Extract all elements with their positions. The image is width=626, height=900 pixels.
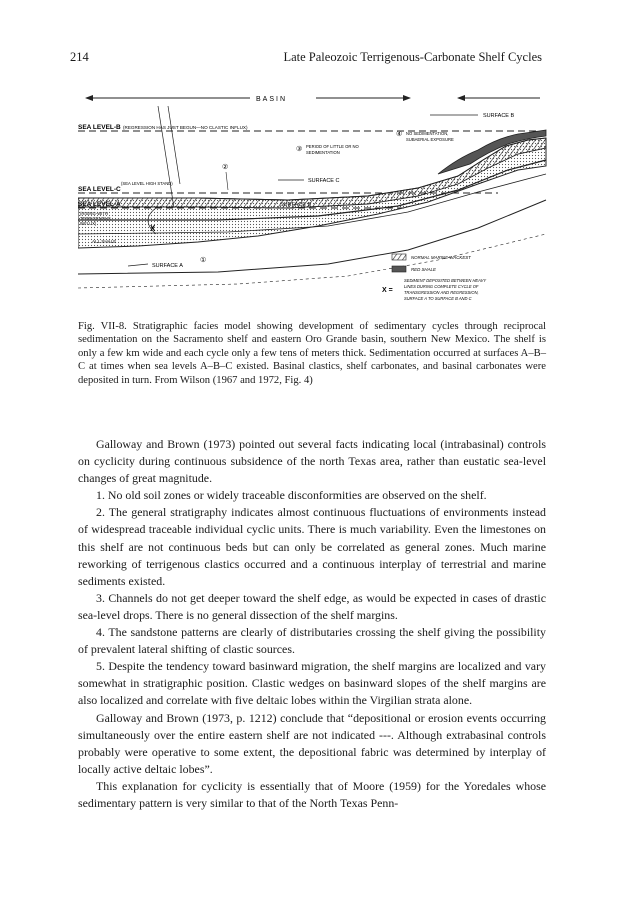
note-3-marker: ③ [296, 145, 303, 153]
paragraph-point-1: 1. No old soil zones or widely traceable disconformities are observed on the shelf. [96, 488, 487, 503]
surface-c-label: SURFACE C [308, 178, 340, 184]
legend-x-symbol: X = [382, 287, 393, 294]
paragraph-conclusion: This explanation for cyclicity is essentially that of Moore (1959) for the Yoredales whose sedimentary pattern is very similar to that of the North Texas Penn- [78, 778, 546, 810]
legend-x-line-3: TRANSGRESSION AND REGRESSION, [404, 290, 479, 295]
paragraph-point-2: 2. The general stratigraphy indicates almost continuous fluctuations of environments instead of widespread traceable individual cyclic units. There is much variability. Even the limestones on this shelf are not continuous beds but can only be correlated as general zones. Much marine reworking of terrigenous clastics occurred and a continuous interplay of terrestrial and marine sediments existed. [78, 505, 546, 588]
paragraph-point-3: 3. Channels do not get deeper toward the shelf edge, as would be expected in cases of drastic sea-level drops. There is no general dissection of the shelf margins. [78, 590, 546, 622]
surface-a-leader [128, 264, 148, 266]
x-marker: X [150, 224, 156, 233]
note-3-line-1: PERIOD OF LITTLE OR NO [306, 144, 359, 149]
legend-red-shale: RED SHALE [411, 267, 436, 272]
page-number: 214 [70, 50, 89, 64]
note-4-line-2: SUBAERIAL EXPOSURE [406, 137, 454, 142]
legend-x-line-2: LINES DURING COMPLETE CYCLE OF [404, 284, 479, 289]
running-head: Late Paleozoic Terrigenous-Carbonate Shelf Cycles [283, 50, 542, 64]
sea-level-c-label: SEA LEVEL-C [78, 186, 121, 193]
paragraph-intro: Galloway and Brown (1973) pointed out several facts indicating local (intrabasinal) controls on cyclicity during continuous subsidence of the north Texas area, rather than eustatic sea-level changes of great magnitude. [78, 437, 546, 486]
legend-normal-marine: NORMAL MARINE WACKEST [411, 255, 471, 260]
paragraph-point-5: 5. Despite the tendency toward basinward migration, the shelf margins are localized and vary somewhat in stratigraphic position. Clastic wedges on basinward slopes of the shelf margins are also localized and correlate with five deltaic lobes within the Virgilian strata alone. [78, 659, 546, 708]
body-text [78, 436, 546, 812]
sea-level-b-label: SEA LEVEL-B [78, 124, 121, 131]
sea-level-c-note: (SEA LEVEL HIGH STAND) [121, 181, 173, 186]
surface-a-label: SURFACE A [152, 263, 183, 269]
figure-caption: Fig. VII-8. Stratigraphic facies model showing development of sedimentary cycles through reciprocal sedimentation on the Sacramento shelf and eastern Oro Grande basin, southern New Mexico. The shelf is only a few km wide and each cycle only a few tens of meters thick. Sedimentation occurred at surfaces A–B–C at times when sea levels A–B–C existed. Basinal clastics, shelf carbonates, and basinal carbonates were deposited in turn. From Wilson (1967 and 1972, Fig. 4) [78, 321, 546, 386]
sea-level-b-note: (REGRESSION HAS JUST BEGUN—NO CLASTIC INFLUX) [123, 125, 248, 130]
figure [78, 88, 548, 314]
paragraph-point-4: 4. The sandstone patterns are clearly of distributaries crossing the shelf giving the possibility of prevalent lateral shifting of clastic sources. [78, 625, 546, 657]
note-3-line-2: SEDIMENTATION [306, 150, 340, 155]
stratigraphic-facies-diagram [78, 88, 548, 314]
section-line-2 [168, 106, 180, 184]
legend-swatch-marine [392, 254, 406, 260]
legend-x-line-1: SEDIMENT DEPOSITED BETWEEN HEAVY [404, 278, 487, 283]
note-2-marker: ② [222, 163, 229, 171]
paragraph-quote: Galloway and Brown (1973, p. 1212) conclude that “depositional or erosion events occurring simultaneously over the entire eastern shelf are not indicated ---. Although extrabasinal controls probably were operative to some extent, the depositional fabric was determined by interplay of locally active deltaic lobes”. [78, 710, 546, 776]
note-2-leader [226, 172, 228, 190]
legend-swatch-red-shale [392, 266, 406, 272]
note-4-line-1: NO SEDIMENTATION, [406, 131, 449, 136]
surface-b-label: SURFACE B [483, 113, 515, 119]
basin-label: BASIN [256, 96, 288, 103]
page-header [70, 50, 542, 66]
note-1-marker: ① [200, 256, 207, 264]
note-4-marker: ④ [396, 130, 403, 138]
all-shale-label: ALL SHALE [92, 239, 117, 244]
legend-x-line-4: SURFACE A TO SURFACE B AND C [404, 296, 472, 301]
